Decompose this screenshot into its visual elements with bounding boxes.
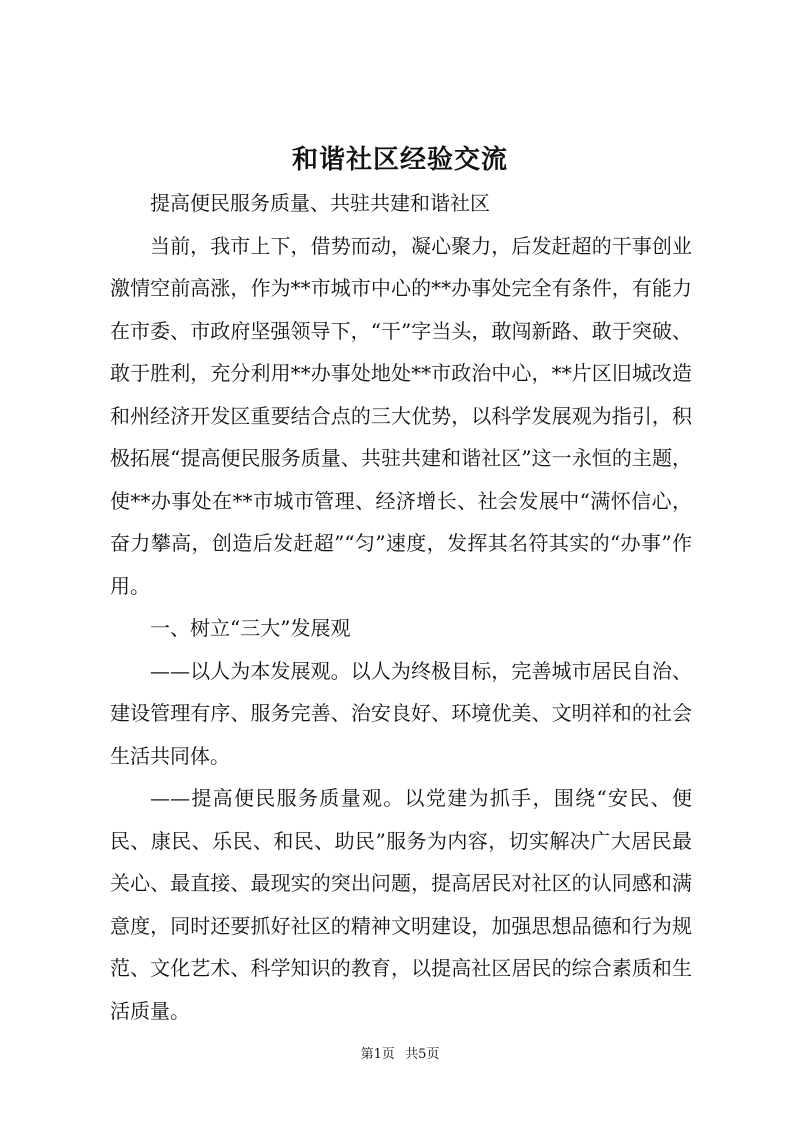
paragraph-service-quality: ——提高便民服务质量观。以党建为抓手，围绕“安民、便民、康民、乐民、和民、助民”服务为内容，切实解决广大居民最关心、最直接、最现实的突出问题，提高居民对社区的认同感和满意度，同时还要抓好社区的精神文明建设，加强思想品德和行为规范、文化艺术、科学知识的教育，以提高社区居民的综合素质和生活质量。: [110, 786, 692, 1023]
section-heading: 一、树立“三大”发展观: [150, 616, 351, 640]
document-body: [110, 182, 692, 1032]
page-footer: [0, 1046, 800, 1064]
paragraph-people-oriented: ——以人为本发展观。以人为终极目标，完善城市居民自治、建设管理有序、服务完善、治安良好、环境优美、文明祥和的社会生活共同体。: [110, 658, 692, 768]
paragraph-subtitle: 提高便民服务质量、共驻共建和谐社区: [150, 191, 490, 215]
page-total: 共5页: [405, 1047, 440, 1062]
paragraph-intro: 当前，我市上下，借势而动，凝心聚力，后发赶超的干事创业激情空前高涨，作为**市城市中心的**办事处完全有条件，有能力在市委、市政府坚强领导下，“干”字当头，敢闯新路、敢于突破、敢于胜利，充分利用**办事处地处**市政治中心，**片区旧城改造和州经济开发区重要结合点的三大优势，以科学发展观为指引，积极拓展“提高便民服务质量、共驻共建和谐社区”这一永恒的主题，使**办事处在**市城市管理、经济增长、社会发展中“满怀信心，奋力攀高，创造后发赶超”“匀”速度，发挥其名符其实的“办事”作用。: [110, 233, 692, 598]
page-number: 第1页: [360, 1047, 395, 1062]
document-title: 和谐社区经验交流: [291, 145, 508, 175]
